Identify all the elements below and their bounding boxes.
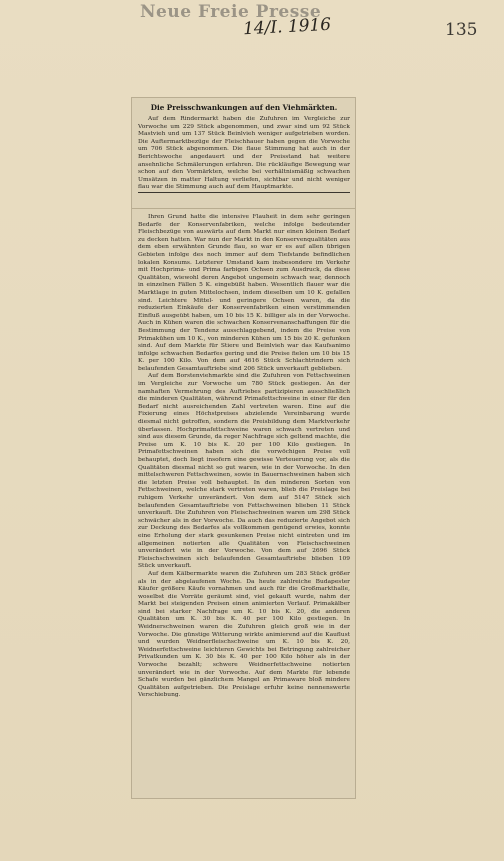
article-intro <box>138 116 350 193</box>
article-intro-wrap <box>138 116 350 204</box>
clipping-head <box>132 98 355 209</box>
article-paragraph: Auf dem Kälbermarkte waren die Zufuhren um 283 Stück größer als in der abgelaufenen Woche. Da heute zahlreiche Budapester Käufer größere Käufe vornahmen und auch für die Großmarkthalle, woselbst die Vorräte geräumt sind, viel gekauft wurde, nahm der Markt bei steigenden Preisen einen animierten Verlauf. Primakälber sind bei starker Nachfrage um K. 10 bis K. 20, die anderen Qualitäten um K. 30 bis K. 40 per 100 Kilo gestiegen. In Weidnerschweinen waren die Zufuhren gleich groß wie in der Vorwoche. Die günstige Witterung wirkte animierend auf die Kauflust und wurden Weidnerfleischschweine um K. 10 bis K. 20, Weidnerfettschweine leichteren Gewichts bei Betringung zahlreicher Privatkunden um K. 30 bis K. 40 per 100 Kilo höher als in der Vorwoche bezahlt; schwere Weidnerfettschweine notierten unverändert wie in der Vorwoche. Auf dem Markte für lebende Schafe wurden bei gänzlichem Mangel an Primaware bloß mindere Qualitäten aufgetrieben. Die Preislage erfuhr keine nennenswerte Verschiebung. <box>138 570 350 699</box>
newspaper-clipping <box>132 98 355 798</box>
page-number: 135 <box>445 20 478 40</box>
newspaper-masthead: Neue Freie Presse <box>140 2 322 22</box>
article-body <box>138 214 350 700</box>
intro-paragraph: Auf dem Rindermarkt haben die Zufuhren im Vergleiche zur Vorwoche um 229 Stück abgenommen, und zwar sind um 92 Stück Mastvieh und um 137 Stück Beinlvieh weniger aufgetrieben worden. Die Auftermarktbezüge der Fleischhauer haben gegen die Vorwoche um 706 Stück abgenommen. Die flaue Stimmung hat auch in der Berichtswoche angedauert und der Preisstand hat weitere ansehnliche Schmälerungen erfahren. Die rückläufige Bewegung war schon auf den Vormärkten, welche bei verhältnismäßig schwachen Umsätzen in matter Haltung verliefen, sichtbar und nicht weniger flau war die Stimmung auch auf dem Hauptmarkte. <box>138 116 350 191</box>
article-title: Die Preisschwankungen auf den Viehmärkten. <box>150 103 338 112</box>
article-paragraph: Ihren Grund hatte die intensive Flauheit in dem sehr geringen Bedarfe der Konservenfabriken, welche infolge bedeutender Fleischbezüge von auswärts auf dem Markt nur einen kleinen Bedarf zu decken hatten. War nun der Markt in den Konservenqualitäten aus dem eben erwähnten Grunde flau, so war er es auf allen übrigen Gebieten infolge des noch immer auf dem Tiefstande befindlichen lokalen Konsums. Letzterer Umstand kam insbesondere im Verkehr mit Hochprima- und Prima farbigen Ochsen zum Ausdruck, da diese Qualitäten, wiewohl deren Angebot ungemein schwach war, dennoch in einzelnen Fällen 5 K. eingebüßt haben. Wesentlich flauer war die Marktlage in guten Mittelochsen, indem dieselben um 10 K. gefallen sind. Leichtere Mittel- und geringere Ochsen waren, da die reduzierten Einkäufe der Konservenfabriken einen verstimmenden Einfluß ausgeübt haben, um 10 bis 15 K. billiger als in der Vorwoche. Auch in Kühen waren die schwachen Konservenanschaffungen für die Bestimmung der Tendenz ausschlaggebend, indem die Preise von Primakühen um 10 K., von minderen Kühen um 15 bis 20 K. gefunken sind. Auf dem Markte für Stiere und Beinlvieh war das Kaufsanimo infolge schwachen Bedarfes gering und die Preise fielen um 10 bis 15 K. per 100 Kilo. Von dem auf 4616 Stück Schlachtrindern sich belaufenden Gesamtauftriebe sind 206 Stück unverkauft geblieben. <box>138 214 350 372</box>
article-paragraph: Auf dem Borstenviehmarkte sind die Zufuhren von Fettschweinen im Vergleiche zur Vorwoche um 780 Stück gestiegen. An der namhaften Vermehrung des Auftriebes partizipieren ausschließlich die minderen Qualitäten, während Primafettschweine in einer für den Bedarf nicht ausreichenden Zahl vertreten waren. Eine auf die Fixierung eines Höchstpreises abzielende Vereinbarung wurde diesmal nicht getroffen, sondern die Preisbildung dem Marktverkehr überlassen. Hochprimafettschweine waren schwach vertreten und sind aus diesem Grunde, da reger Nachfrage sich geltend machte, die Preise um K. 10 bis K. 20 per 100 Kilo gestiegen. In Primafettschweinen haben sich die vorwöchigen Preise voll behauptet, doch liegt insofern eine gewisse Verteuerung vor, als die Qualitäten diesmal nicht so gut waren, wie in der Vorwoche. In den mittelschweren Fettschweinen, sowie in Bauernschweinen haben sich die letzten Preise voll behauptet. In den minderen Sorten von Fettschweinen, welche stark vertreten waren, blieb die Preislage bei ruhigem Verkehr unverändert. Von dem auf 5147 Stück sich belaufenden Gesamtauftriebe von Fettschweinen blieben 11 Stück unverkauft. Die Zufuhren von Fleischschweinen waren um 298 Stück schwächer als in der Vorwoche. Da auch das reduzierte Angebot sich zur Deckung des Bedarfes als vollkommen genügend erwies, konnte eine Erholung der stark gesunkenen Preise nicht eintreten und im allgemeinen notierten alle Qualitäten von Fleischschweinen unverändert wie in der Vorwoche. Von dem auf 2696 Stück Fleischschweinen sich belaufenden Gesamtauftriebe blieben 109 Stück unverkauft. <box>138 373 350 570</box>
handwritten-date: 14/I. 1916 <box>242 14 332 40</box>
clipping-body <box>132 210 355 798</box>
article-body-wrap <box>138 214 350 794</box>
